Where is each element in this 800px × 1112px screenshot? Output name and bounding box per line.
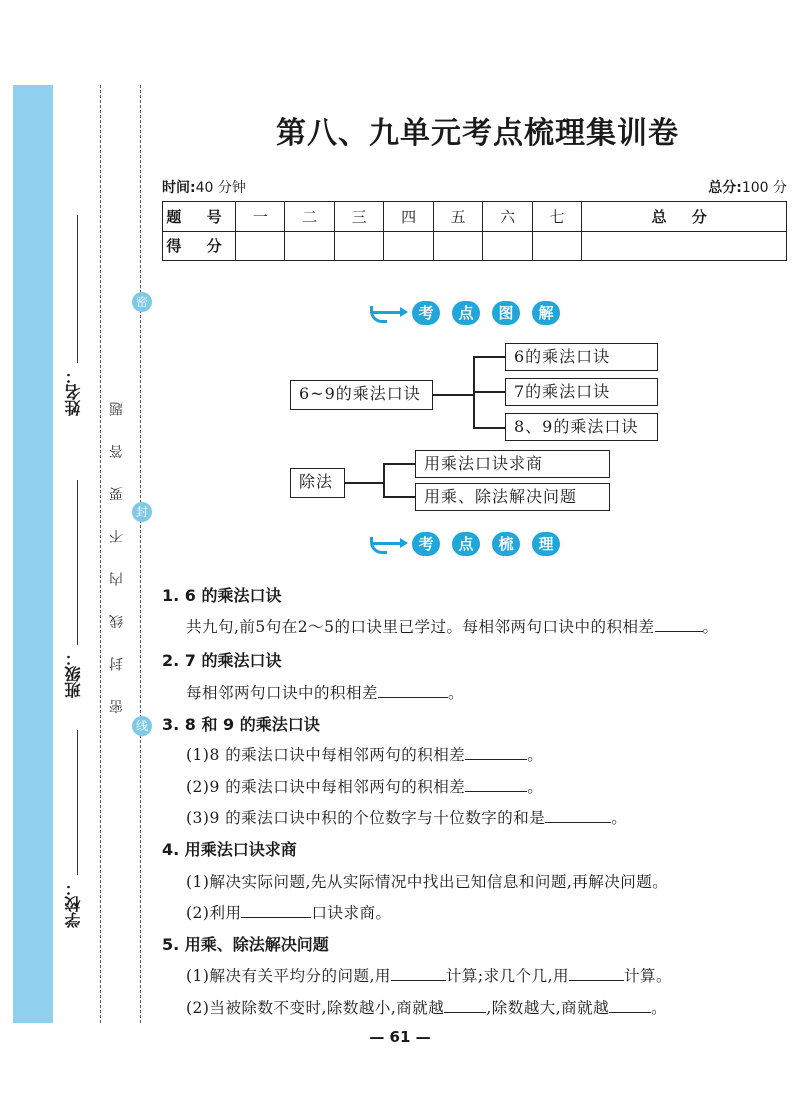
section-1-title: 1. 6 的乘法口诀: [162, 586, 282, 605]
banner-char: 解: [532, 301, 560, 325]
mindmap-child-word-problems: 用乘、除法解决问题: [415, 483, 610, 511]
section-5-line-2: [186, 996, 667, 1018]
prompt-text: 。: [651, 999, 668, 1017]
score-cell[interactable]: [483, 231, 532, 261]
page-number: — 61 —: [369, 1028, 431, 1046]
banner-char: 点: [452, 301, 480, 325]
column-2: 二: [285, 202, 334, 232]
prompt-text: (1)解决有关平均分的问题,用: [186, 967, 391, 985]
page-title: 第八、九单元考点梳理集训卷: [276, 116, 679, 151]
cut-line-outer: [140, 85, 141, 1023]
banner-char: 点: [452, 532, 480, 556]
section-4-line-1: (1)解决实际问题,先从实际情况中找出已知信息和问题,再解决问题。: [186, 873, 669, 891]
answer-blank[interactable]: [545, 808, 611, 823]
prompt-text: 计算。: [624, 967, 673, 985]
mindmap-child-quotient: 用乘法口诀求商: [415, 450, 610, 478]
answer-blank[interactable]: [241, 903, 311, 918]
answer-blank[interactable]: [655, 617, 703, 632]
prompt-text: 。: [527, 746, 544, 764]
cut-line-inner: [100, 85, 101, 1023]
banner-char: 图: [492, 301, 520, 325]
section-5-title: 5. 用乘、除法解决问题: [162, 935, 329, 954]
answer-blank[interactable]: [569, 966, 624, 981]
score-table-header-row: [163, 202, 787, 232]
banner-diagram: [372, 300, 572, 326]
seal-mark-mi: 密: [132, 292, 152, 312]
section-3-title: 3. 8 和 9 的乘法口诀: [162, 715, 320, 734]
mindmap-root-division: 除法: [290, 468, 345, 498]
prompt-text: ,除数越大,商就越: [486, 999, 610, 1017]
seal-mark-feng: 封: [132, 502, 152, 522]
score-cell[interactable]: [334, 231, 383, 261]
section-3-line-1: [186, 743, 543, 765]
connector: [473, 427, 505, 429]
banner-swoosh-icon: [370, 537, 387, 554]
column-6: 六: [483, 202, 532, 232]
time-value: 40 分钟: [195, 180, 246, 196]
banner-char: 理: [532, 532, 560, 556]
banner-arrow-icon: [372, 542, 406, 545]
mindmap-child-7: 7的乘法口诀: [505, 378, 658, 406]
answer-blank[interactable]: [609, 998, 651, 1013]
score-label: 总分:: [708, 180, 742, 196]
prompt-text: (3)9 的乘法口诀中积的个位数字与十位数字的和是: [186, 809, 546, 827]
score-cell-total[interactable]: [582, 231, 787, 261]
answer-blank[interactable]: [444, 998, 486, 1013]
score-cell[interactable]: [433, 231, 482, 261]
connector: [473, 356, 505, 358]
mindmap-root-multiplication: 6~9的乘法口诀: [290, 380, 433, 410]
seal-mark-xian: 线: [132, 716, 152, 736]
prompt-text: 共九句,前5句在2～5的口诀里已学过。每相邻两句口诀中的积相差: [186, 618, 655, 636]
section-2-title: 2. 7 的乘法口诀: [162, 651, 282, 670]
prompt-text: 每相邻两句口诀中的积相差: [186, 684, 379, 702]
banner-summary: [372, 531, 572, 557]
prompt-text: (1)8 的乘法口诀中每相邻两句的积相差: [186, 746, 466, 764]
score-cell[interactable]: [236, 231, 285, 261]
section-3-line-2: [186, 775, 543, 797]
prompt-text: 。: [702, 618, 719, 636]
connector: [473, 391, 505, 393]
prompt-text: 口诀求商。: [311, 904, 392, 922]
answer-blank[interactable]: [378, 683, 448, 698]
score-cell[interactable]: [285, 231, 334, 261]
connector: [383, 463, 415, 465]
total-score-info: [708, 177, 787, 197]
connector: [433, 394, 473, 396]
prompt-text: 。: [611, 809, 628, 827]
class-label: 班级：: [64, 650, 83, 698]
score-row-header: 得 分: [163, 231, 236, 261]
mindmap-child-8-9: 8、9的乘法口诀: [505, 413, 658, 441]
score-cell[interactable]: [532, 231, 581, 261]
score-table: [162, 201, 787, 261]
school-field[interactable]: [77, 730, 78, 875]
answer-blank[interactable]: [465, 745, 527, 760]
column-4: 四: [384, 202, 433, 232]
section-2-line-1: [186, 681, 464, 703]
binding-strip: [13, 85, 53, 1023]
prompt-text: (2)当被除数不变时,除数越小,商就越: [186, 999, 445, 1017]
time-info: [162, 177, 246, 197]
answer-blank[interactable]: [465, 777, 527, 792]
banner-char: 梳: [492, 532, 520, 556]
prompt-text: 。: [448, 684, 465, 702]
time-label: 时间:: [162, 180, 196, 196]
section-5-line-1: [186, 964, 672, 986]
prompt-text: 。: [527, 778, 544, 796]
name-field[interactable]: [77, 215, 78, 363]
banner-arrow-icon: [372, 311, 406, 314]
seal-warning-text: 密 封 线 内 不 要 答 题: [109, 390, 125, 714]
connector: [383, 496, 415, 498]
prompt-text: (2)9 的乘法口诀中每相邻两句的积相差: [186, 778, 466, 796]
column-5: 五: [433, 202, 482, 232]
score-value: 100 分: [741, 180, 787, 196]
name-label: 姓名：: [64, 368, 83, 416]
column-7: 七: [532, 202, 581, 232]
prompt-text: 计算;求几个几,用: [445, 967, 570, 985]
banner-char: 考: [412, 532, 440, 556]
class-field[interactable]: [77, 480, 78, 645]
question-number-header: 题 号: [163, 202, 236, 232]
section-3-line-3: [186, 806, 627, 828]
connector: [383, 463, 385, 497]
score-table-score-row: [163, 231, 787, 261]
banner-swoosh-icon: [370, 306, 387, 323]
prompt-text: (2)利用: [186, 904, 242, 922]
school-label: 学校：: [64, 880, 83, 928]
section-4-line-2: [186, 901, 391, 923]
column-1: 一: [236, 202, 285, 232]
section-4-title: 4. 用乘法口诀求商: [162, 840, 297, 859]
connector: [345, 482, 383, 484]
answer-blank[interactable]: [391, 966, 446, 981]
mindmap-child-6: 6的乘法口诀: [505, 343, 658, 371]
column-total: 总 分: [582, 202, 787, 232]
score-cell[interactable]: [384, 231, 433, 261]
banner-char: 考: [412, 301, 440, 325]
column-3: 三: [334, 202, 383, 232]
section-1-line-1: [186, 615, 719, 637]
